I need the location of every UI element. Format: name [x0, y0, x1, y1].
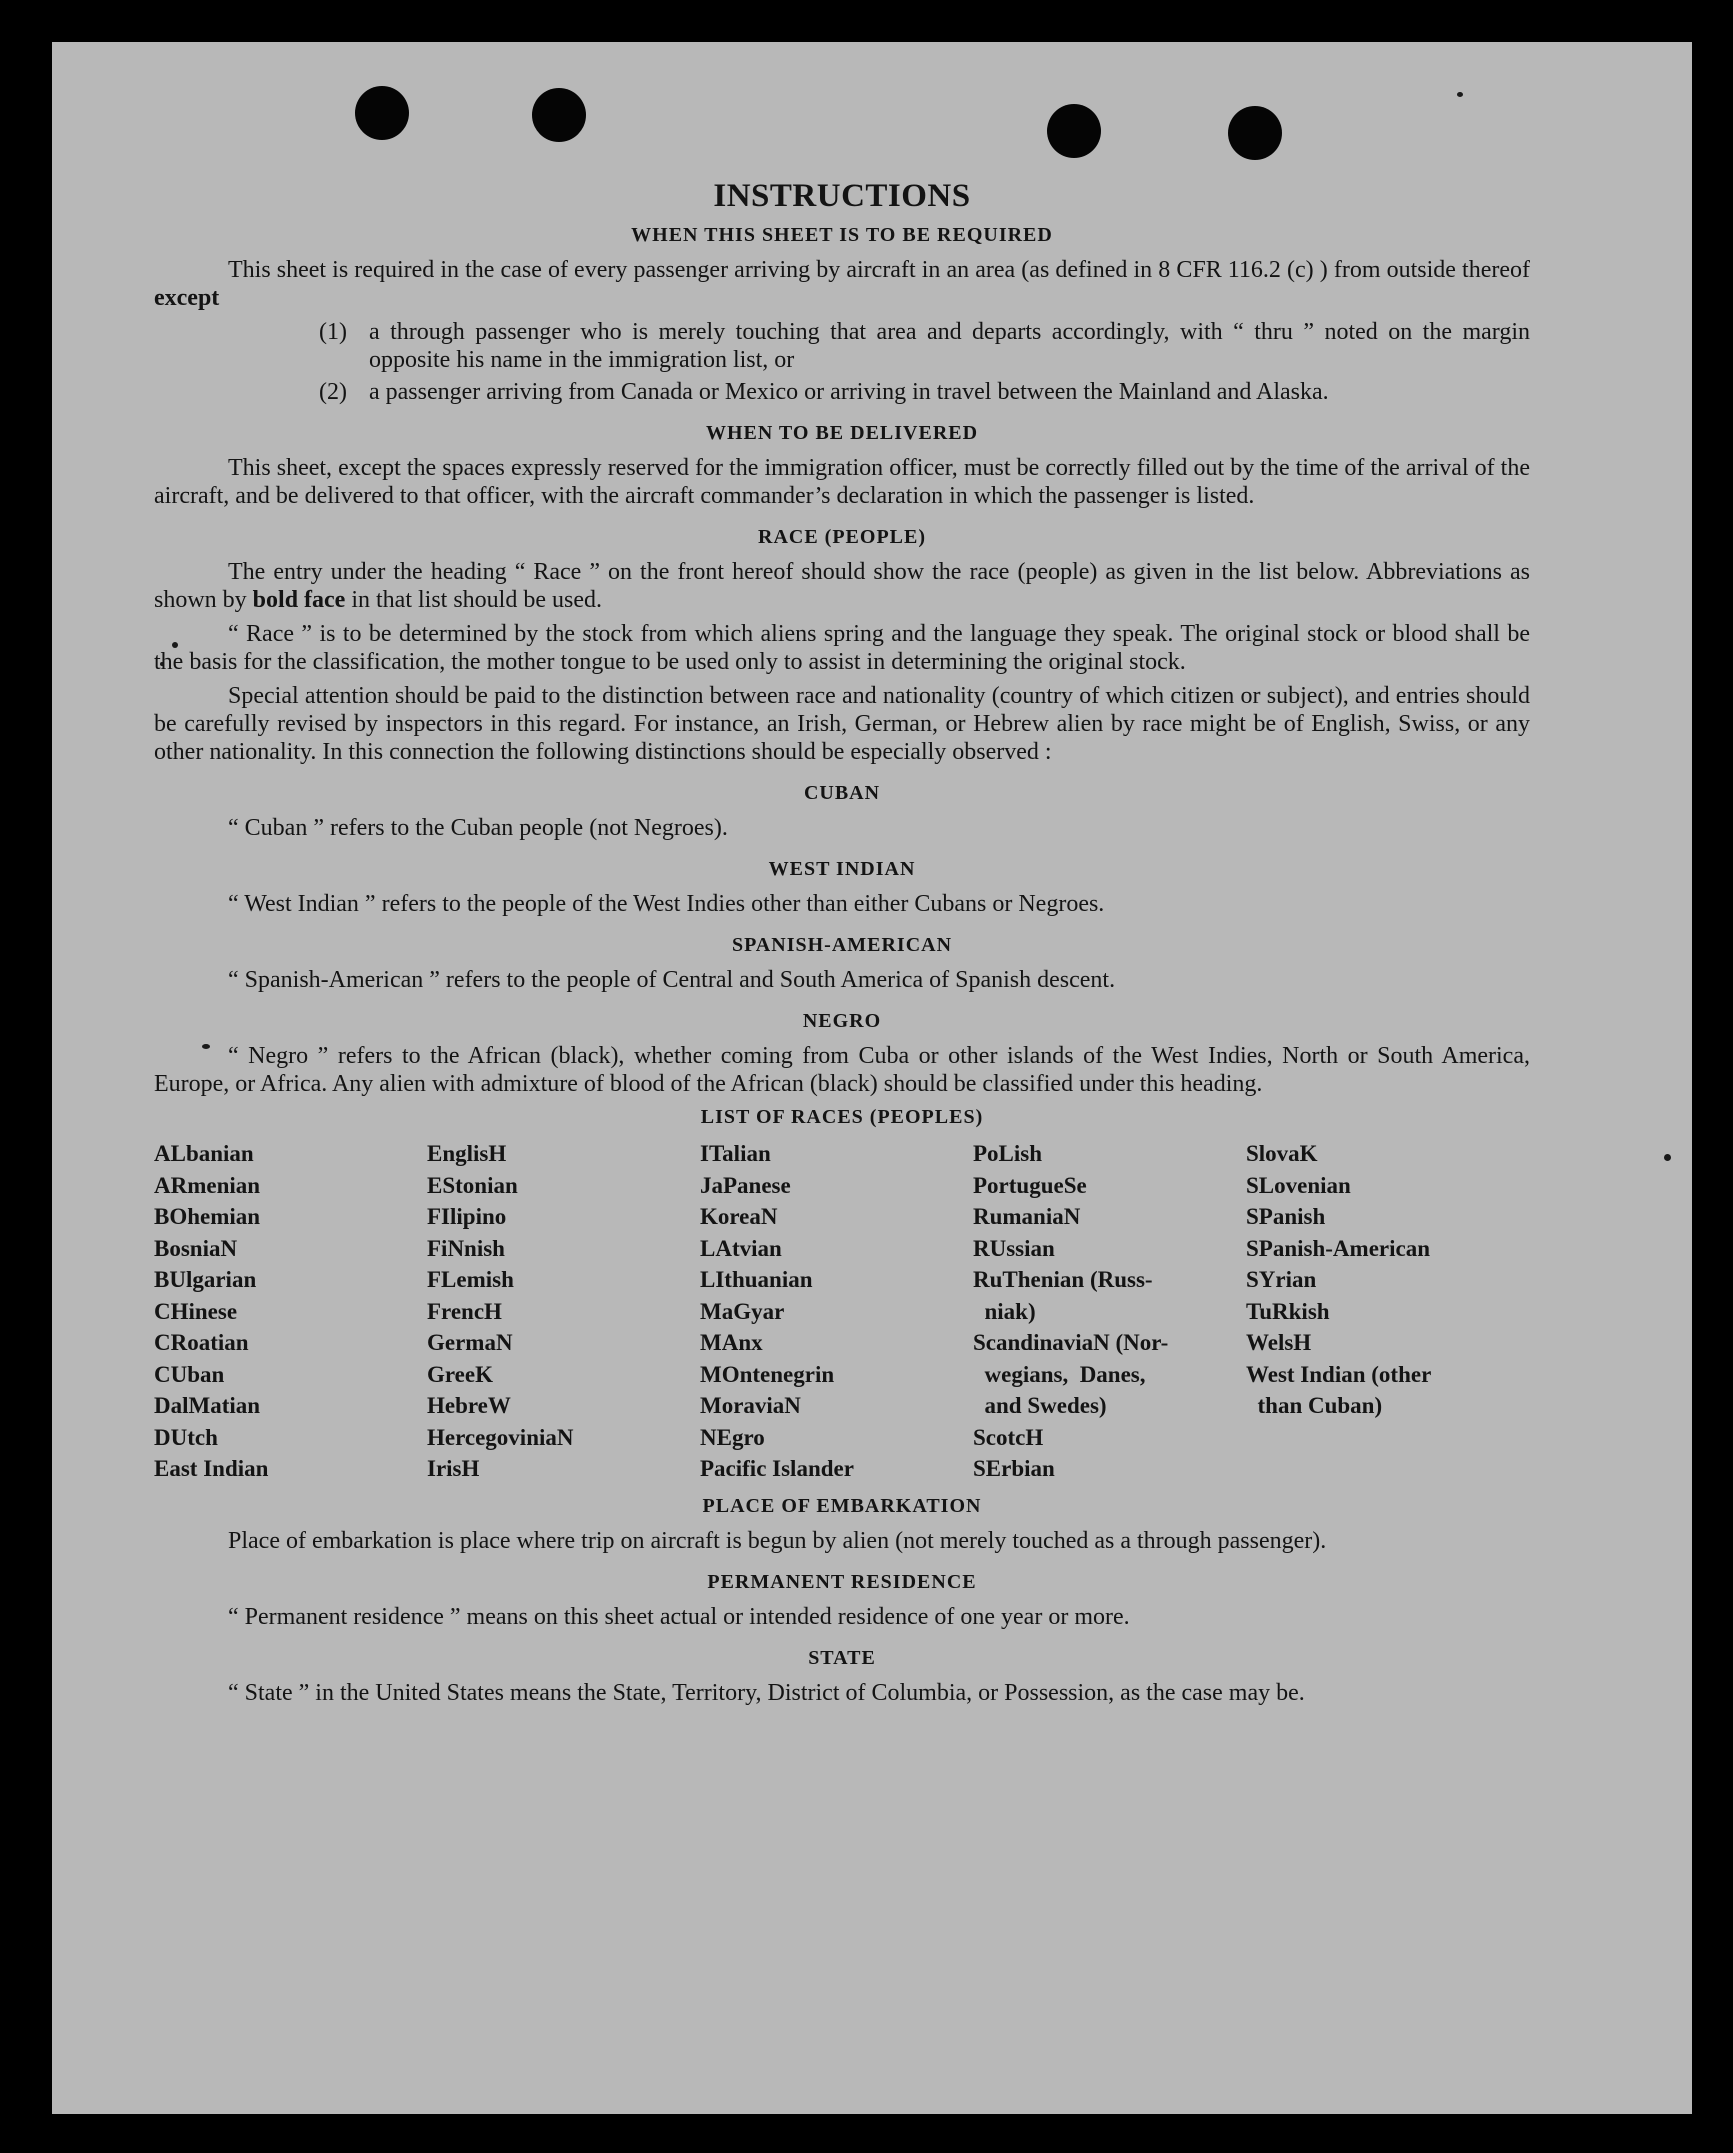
races-column: [154, 1138, 427, 1485]
section-heading-residence: PERMANENT RESIDENCE: [707, 1570, 977, 1593]
race-entry: RuThenian (Russ-: [973, 1267, 1153, 1292]
race-entry: FiNnish: [427, 1235, 505, 1261]
speck: [1664, 1154, 1671, 1161]
speck: [1457, 92, 1463, 97]
negro-text: “ Negro ” refers to the African (black), whether coming from Cuba or other islands of the West Indies, North or South America, Europe, or Africa. Any alien with admixture of blood of the African (black) should be classified under this heading.: [154, 1043, 1530, 1097]
race-entry: PoLish: [973, 1141, 1043, 1166]
races-column: [973, 1138, 1246, 1485]
when-required-text-a: This sheet is required in the case of every passenger arriving by aircraft in an area (as defined in 8 CFR 116.2 (c) ) from outside thereof: [228, 257, 1530, 283]
race-entry: FLemish: [427, 1267, 514, 1292]
race-entry: ALbanian: [154, 1141, 254, 1166]
exception-number: (1): [319, 319, 347, 345]
spanish-american-text: “ Spanish-American ” refers to the people of Central and South America of Spanish descent.: [228, 967, 1116, 993]
when-required-text: [154, 256, 1530, 312]
race-entry: SYrian: [1246, 1267, 1317, 1292]
race-entry: and Swedes): [973, 1393, 1107, 1418]
races-column: [700, 1138, 973, 1485]
race-entry: SPanish: [1246, 1204, 1326, 1229]
race-entry: SErbian: [973, 1456, 1055, 1481]
race-entry: BosniaN: [154, 1235, 238, 1261]
race-entry: BOhemian: [154, 1204, 261, 1229]
race-entry: FrencH: [427, 1298, 502, 1324]
residence-text: “ Permanent residence ” means on this sheet actual or intended residence of one year or more.: [228, 1603, 1130, 1630]
section-heading-negro: NEGRO: [802, 1010, 882, 1032]
section-heading-race: RACE (PEOPLE): [758, 526, 926, 548]
race-entry: HercegoviniaN: [427, 1424, 574, 1450]
race-entry: FIlipino: [427, 1204, 507, 1229]
race-entry: BUlgarian: [154, 1267, 257, 1292]
race-entry: ITalian: [700, 1141, 771, 1166]
when-delivered-text: This sheet, except the spaces expressly reserved for the immigration officer, must be correctly filled out by the time of the arrival of the aircraft, and be delivered to that officer, with the aircraft commander’s declaration in which the passenger is listed.: [154, 455, 1530, 509]
section-heading-when-required: WHEN THIS SHEET IS TO BE REQUIRED: [631, 224, 1053, 246]
race-entry: SLovenian: [1246, 1172, 1351, 1198]
race-entry: HebreW: [427, 1393, 511, 1418]
race-entry: GermaN: [427, 1330, 513, 1355]
race-entry: TuRkish: [1246, 1298, 1330, 1324]
race-entry: East Indian: [154, 1456, 269, 1481]
race-entry: CHinese: [154, 1298, 238, 1324]
race-entry: IrisH: [427, 1456, 480, 1481]
race-entry: MAnx: [700, 1330, 763, 1355]
race-entry: DalMatian: [154, 1393, 261, 1418]
race-entry: RumaniaN: [973, 1204, 1081, 1229]
race-entry: CRoatian: [154, 1330, 249, 1355]
races-column: [1246, 1138, 1519, 1485]
race-entry: EnglisH: [427, 1141, 507, 1166]
except-label: except: [154, 285, 220, 311]
instructions-content: [154, 128, 1530, 1713]
race-entry: SlovaK: [1246, 1141, 1318, 1166]
race-p1-c: in that list should be used.: [345, 587, 602, 613]
race-entry: wegians, Danes,: [973, 1361, 1146, 1387]
race-entry: LIthuanian: [700, 1267, 813, 1292]
race-entry: NEgro: [700, 1424, 765, 1450]
exception-item: [319, 378, 1530, 406]
race-entry: ARmenian: [154, 1172, 261, 1198]
race-paragraph-1: [154, 558, 1530, 614]
race-entry: KoreaN: [700, 1204, 778, 1229]
exception-item: [319, 318, 1530, 374]
race-entry: LAtvian: [700, 1235, 782, 1261]
race-entry: DUtch: [154, 1424, 218, 1450]
race-entry: PortugueSe: [973, 1172, 1087, 1198]
race-entry: EStonian: [427, 1172, 518, 1198]
section-heading-state: STATE: [808, 1646, 876, 1669]
exception-number: (2): [319, 379, 347, 405]
list-of-races-heading: LIST OF RACES (PEOPLES): [700, 1106, 984, 1128]
state-text: “ State ” in the United States means the State, Territory, District of Columbia, or Possession, as the case may be.: [228, 1679, 1305, 1706]
race-entry: than Cuban): [1246, 1393, 1383, 1418]
race-entry: MoraviaN: [700, 1393, 801, 1418]
race-p1-a: The entry under the heading “ Race ” on the front hereof should show the race (people) as given in the list below. Abbreviations as shown by: [154, 559, 1530, 613]
race-entry: WelsH: [1246, 1330, 1312, 1355]
embarkation-text: Place of embarkation is place where trip on aircraft is begun by alien (not merely touched as a through passenger).: [228, 1527, 1327, 1554]
race-entry: ScandinaviaN (Nor-: [973, 1330, 1169, 1355]
cuban-text: “ Cuban ” refers to the Cuban people (not Negroes).: [228, 815, 728, 841]
race-entry: SPanish-American: [1246, 1235, 1430, 1261]
west-indian-text: “ West Indian ” refers to the people of the West Indies other than either Cubans or Negroes.: [228, 891, 1105, 917]
section-heading-spanish-american: SPANISH-AMERICAN: [731, 934, 953, 956]
bold-face-label: bold face: [252, 587, 346, 613]
page-title: INSTRUCTIONS: [713, 178, 971, 214]
race-entry: RUssian: [973, 1235, 1055, 1261]
race-entry: Pacific Islander: [700, 1456, 854, 1481]
race-entry: JaPanese: [700, 1172, 791, 1198]
exception-text: a through passenger who is merely touching that area and departs accordingly, with “ thru ” noted on the margin opposite his name in the immigration list, or: [369, 319, 1530, 373]
race-paragraph-2: “ Race ” is to be determined by the stock from which aliens spring and the language they speak. The original stock or blood shall be the basis for the classification, the mother tongue to be used only to assist in determining the original stock.: [154, 621, 1530, 675]
section-heading-cuban: CUBAN: [803, 782, 881, 804]
race-entry: MOntenegrin: [700, 1361, 835, 1387]
race-entry: CUban: [154, 1361, 225, 1387]
race-entry: MaGyar: [700, 1298, 785, 1324]
race-entry: GreeK: [427, 1361, 493, 1387]
exception-text: a passenger arriving from Canada or Mexico or arriving in travel between the Mainland and Alaska.: [369, 379, 1329, 405]
races-column: [427, 1138, 700, 1485]
section-heading-when-delivered: WHEN TO BE DELIVERED: [705, 422, 979, 444]
race-entry: ScotcH: [973, 1424, 1044, 1450]
section-heading-west-indian: WEST INDIAN: [768, 858, 916, 880]
section-heading-embarkation: PLACE OF EMBARKATION: [702, 1494, 982, 1517]
race-entry: West Indian (other: [1246, 1361, 1432, 1387]
races-list: [154, 1138, 1530, 1485]
race-entry: niak): [973, 1298, 1036, 1324]
race-paragraph-3: Special attention should be paid to the distinction between race and nationality (country of which citizen or subject), and entries should be carefully revised by inspectors in this regard. For instance, an Irish, German, or Hebrew alien by race might be of English, Swiss, or any other nationality. In this connection the following distinctions should be especially observed :: [154, 683, 1530, 765]
